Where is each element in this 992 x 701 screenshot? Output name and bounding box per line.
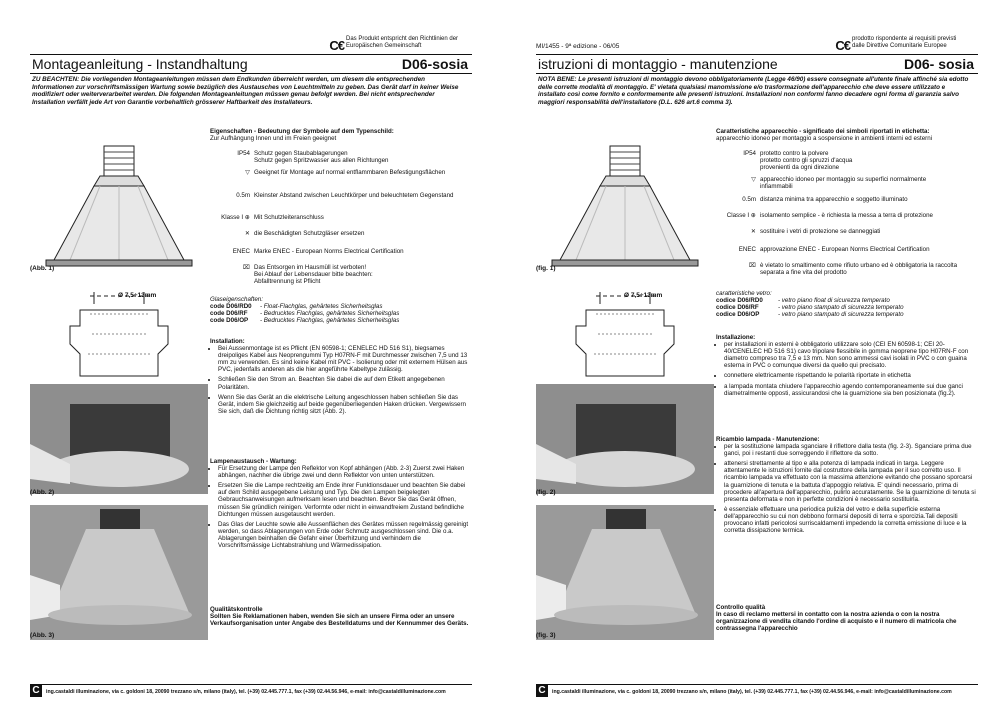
ce-mark-icon: C€	[329, 38, 344, 53]
page-german	[0, 0, 482, 701]
list-item: • Schließen Sie den Strom an. Beachten Sie dabei die auf dem Etikett angegebenen Polaritäten.	[218, 376, 472, 390]
text-column	[210, 128, 472, 678]
ce-mark-icon: C€	[835, 38, 850, 53]
flammable-surface-icon: ▽	[245, 169, 250, 176]
quality-title: Controllo qualità	[716, 604, 766, 611]
symbol-row: ▽ Geeignet für Montage auf normal entflammbaren Befestigungsflächen	[210, 169, 454, 176]
footer-divider	[30, 684, 472, 685]
flammable-surface-icon: ▽	[751, 176, 756, 183]
quality-title: Qualitätskontrolle	[210, 606, 263, 613]
class-i-ground-icon: Classe I ⊕	[726, 212, 756, 219]
glass-specs	[210, 296, 472, 324]
installation-title: Installation:	[210, 338, 245, 345]
symbol-row: ✕ sostituire i vetri di protezione se danneggiati	[716, 228, 960, 235]
enec-icon: ENEC	[232, 248, 250, 255]
title-bar	[30, 54, 472, 74]
quality-text: Sollten Sie Reklamationen haben, wenden Sie sich an unsere Firma oder an unsere Verkaufsorganisation unter Angabe des Bestelldatums und der Kennummer des Geräts.	[210, 613, 469, 628]
glass-row: codice D06/RD0 - vetro piano float di sicurezza temperato	[716, 297, 890, 305]
maintenance-title: Ricambio lampada - Manutenzione:	[716, 436, 820, 443]
figure-label-1: (fig. 1)	[536, 265, 556, 272]
list-item: • connettere elettricamente rispettando le polarità riportate in etichetta	[724, 372, 978, 379]
list-item: • per la sostituzione lampada sganciare il riflettore dalla testa (fig. 2-3). Sganciare prima due ganci, poi i restanti due sorreggendo il riflettore da sotto.	[724, 443, 978, 457]
crossed-bin-icon: ⌧	[748, 262, 756, 269]
installation-section	[210, 338, 472, 418]
installation-title: Installazione:	[716, 334, 756, 341]
figure-label-3: (fig. 3)	[536, 632, 556, 639]
list-item: • Wenn Sie das Gerät an die elektrische Leitung angeschlossen haben schließen Sie das Gerät, indem Sie gleichzeitig auf beide gegenüberliegenden Haken drücken. Vergewissern Sie sich, daß die Dichtung richtig sitzt (Abb. 2).	[218, 394, 472, 415]
list-item: • a lampada montata chiudere l'apparecchio agendo contemporaneamente sui due ganci diametralmente opposti, assicurandosi che la guarnizione sia ben posizionata (fig.2).	[724, 383, 978, 397]
cable-diameter: Ø 7,5÷13mm	[118, 292, 157, 299]
list-item: • Das Glas der Leuchte sowie alle Aussenflächen des Gerätes müssen regelmässig gereinigt werden, so dass Ablagerungen von Erde oder Schmutz ausgeschlossen sind. Die o.a. Ablagerungen beinhalten die Gefahr einer Überhitzung und verhindern die Vorschriftsmässige Lichtabstrahlung und Wärmedissipation.	[218, 521, 472, 549]
symbol-row: ENEC approvazione ENEC - European Norms Electrical Certification	[716, 246, 960, 253]
min-distance-icon: 0.5m	[742, 196, 756, 203]
footer	[30, 687, 472, 699]
symbol-row: ⌧ Das Entsorgen im Hausmüll ist verboten! Bei Ablauf der Lebensdauer bitte beachten: Abfalltrennung ist Pflicht	[210, 264, 454, 285]
list-item: • Für Ersetzung der Lampe den Reflektor von Kopf abhängen (Abb. 2-3) Zuerst zwei Haken abhängen, nachher die übrige zwei und denn Reflektor von unten unterstützen.	[218, 465, 472, 479]
list-item: • è essenziale effettuare una periodica pulizia del vetro e della superficie esterna dell'apparecchio su cui non debbono formarsi depositi di terra e sporcizia.Tali depositi provocano infatti pericolosi surriscaldamenti impedendo la corretta emissione di luce e la corretta dissipazione termica.	[724, 506, 978, 534]
title-bar	[536, 54, 978, 74]
enec-icon: ENEC	[738, 246, 756, 253]
company-logo-icon: C	[30, 685, 42, 697]
figure-label-1: (Abb. 1)	[30, 265, 55, 272]
ip54-icon: IP54	[743, 150, 756, 157]
figure-label-2: (Abb. 2)	[30, 489, 55, 496]
footer-divider	[536, 684, 978, 685]
ip54-icon: IP54	[237, 150, 250, 157]
figure-label-2: (fig. 2)	[536, 489, 556, 496]
lamp-figure-1	[536, 142, 714, 270]
broken-glass-icon: ✕	[750, 228, 756, 235]
quality-section	[210, 606, 472, 627]
symbols-title: Eigenschaften - Bedeutung der Symbole auf dem Typenschild:	[210, 128, 394, 135]
ce-note: prodotto rispondente ai requisiti previsti dalle Direttive Comunitarie Europee	[852, 36, 957, 49]
photo-figure-3	[30, 505, 208, 640]
symbol-row: ⌧ è vietato lo smaltimento come rifiuto urbano ed è obbligatoria la raccolta separata a fine vita del prodotto	[716, 262, 960, 276]
symbol-row: ENEC Marke ENEC - European Norms Electrical Certification	[210, 248, 454, 255]
glass-row: codice D06/OP - vetro piano stampato di sicurezza temperato	[716, 311, 904, 319]
ce-note: Das Produkt entspricht den Richtlinien der Europäischen Gemeinschaft	[346, 36, 459, 49]
min-distance-icon: 0.5m	[236, 192, 250, 199]
footer-address: ing.castaldi illuminazione, via c. goldoni 18, 20090 trezzano s/n, milano (italy), tel. (+39) 02.445.777.1, fax (+39) 02.44.56.946, e-mail: info@castaldilluminazione.com	[552, 689, 952, 695]
header-top	[536, 34, 978, 54]
maintenance-section	[210, 458, 472, 552]
maintenance-title: Lampenaustausch - Wartung:	[210, 458, 297, 465]
symbol-row: Klasse I ⊕ Mit Schutzleiteranschluss	[210, 214, 454, 221]
symbol-row: IP54 Schutz gegen Staubablagerungen Schutz gegen Spritzwasser aus allen Richtungen	[210, 150, 454, 164]
class-i-ground-icon: Klasse I ⊕	[221, 214, 250, 221]
warning-text: ZU BEACHTEN: Die vorliegenden Montageanleitungen müssen dem Endkunden überreicht werden, um diesem die entsprechenden Informationen zur vorschriftsmässigen Wartung sowie bezüglich des Austausches von Leuchtmitteln zu geben. Das Gerät darf in keiner Weise modifiziert oder weiterverarbeitet werden. Die folgenden Montageanleitungen müssen genau befolgt werden. Bei nicht entsprechender Installation verfällt jede Art von Garantie vorbehaltlich grösserer Haftbarkeit des Installateurs.	[32, 76, 459, 106]
symbols-subtitle: Zur Aufhängung Innen und im Freien geeignet	[210, 135, 337, 143]
photo-figure-2	[536, 384, 714, 494]
list-item: • attenersi strettamente al tipo e alla potenza di lampada indicati in targa. Leggere attentamente le istruzioni fornite dal costruttore della lampada per il suo corretto uso. Il ricambio lampada va effettuato con la massima attenzione evitando che possano sporcarsi la guarnizione di tenuta e la battuta d'appoggio relativa. E' quindi necessario, prima di procedere all'apertura dell'apparecchio, pulirlo accuratamente. Se la guarnizione di tenuta si presenta deformata e non in perfette condizioni è necessario sostituirla.	[724, 460, 978, 503]
symbols-title: Caratteristiche apparecchio - significato dei simboli riportati in etichetta:	[716, 128, 930, 135]
symbol-row: 0.5m distanza minima tra apparecchio e soggetto illuminato	[716, 196, 960, 203]
list-item: • per installazioni in esterni è obbligatorio utilizzare solo (CEI EN 60598-1; CEI 20-40/CENELEC HD 516 S1) cavo tripolare flessibile in gomma neoprene tipo H07RN-F con diametro compreso tra 7,5 e 13 mm. Non sono ammessi cavi isolati in PVC o con guaina esterna in PVC o comunque diversi da quello qui precisato.	[724, 341, 978, 369]
cable-diameter: Ø 7,5÷13mm	[624, 292, 663, 299]
broken-glass-icon: ✕	[244, 230, 250, 237]
figure-label-3: (Abb. 3)	[30, 632, 55, 639]
glass-title: Glaseigenschaften:	[210, 296, 263, 303]
symbol-row: ✕ die Beschädigten Schutzgläser ersetzen	[210, 230, 454, 237]
glass-row: code D06/RD0 - Float-Flachglas, gehärtetes Sicherheitsglas	[210, 303, 383, 311]
lamp-figure-1	[30, 142, 208, 270]
footer	[536, 687, 978, 699]
photo-figure-3	[536, 505, 714, 640]
symbol-row: Classe I ⊕ isolamento semplice - è richiesta la messa a terra di protezione	[716, 212, 960, 219]
symbol-row: IP54 protetto contro la polvere protetto contro gli spruzzi d'acqua provenienti da ogni direzione	[716, 150, 960, 171]
quality-section	[716, 604, 978, 632]
product-code: D06-sosia	[401, 56, 468, 72]
header-top	[30, 34, 472, 54]
page-italian	[506, 0, 988, 701]
page-title: Montageanleitung - Instandhaltung	[32, 56, 248, 72]
installation-section	[716, 334, 978, 400]
gland-figure	[30, 290, 208, 382]
symbol-row: ▽ apparecchio idoneo per montaggio su superfici normalmente infiammabili	[716, 176, 960, 190]
glass-row: code D06/RF - Bedrucktes Flachglas, gehärtetes Sicherheitsglas	[210, 310, 400, 318]
footer-address: ing.castaldi illuminazione, via c. goldoni 18, 20090 trezzano s/n, milano (italy), tel. (+39) 02.445.777.1, fax (+39) 02.44.56.946, e-mail: info@castaldilluminazione.com	[46, 689, 446, 695]
glass-specs	[716, 290, 978, 318]
product-code: D06- sosia	[903, 56, 974, 72]
symbol-row: 0.5m Kleinster Abstand zwischen Leuchtkörper und beleuchtetem Gegenstand	[210, 192, 454, 199]
list-item: • Bei Aussenmontage ist es Pflicht (EN 60598-1; CENELEC HD 516 S1), biegsames dreipoliges Kabel aus Neoprengummi Typ H07RN-F mit Durchmesser zwischen 7,5 und 13 mm zu verwenden. Es sind keine Kabel mit PVC - Isolierung oder mit externem Hülsen aus PVC, jedenfalls anderen als die hier angeführte Kabeltype zulässig.	[218, 345, 472, 373]
warning-text: NOTA BENE: Le presenti istruzioni di montaggio devono obbligatoriamente (Legge 46/90) essere consegnate all'utente finale affinché sia edotto delle corrette modalità di montaggio. E' vietata qualsiasi manomissione e/o trasformazione dell'apparecchio che deve essere utilizzato e installato così come fornito e conformemente alle presenti istruzioni. Installazioni non conformi fanno decadere ogni forma di garanzia salvo maggiori responsabilità dell'installatore (D.L. 626 art.6 comma 3).	[538, 76, 969, 106]
maintenance-section	[716, 436, 978, 537]
text-column	[716, 128, 978, 678]
symbols-subtitle: apparecchio idoneo per montaggio a sospensione in ambienti interni ed esterni	[716, 135, 933, 143]
company-logo-icon: C	[536, 685, 548, 697]
glass-title: caratteristiche vetro:	[716, 290, 772, 297]
glass-row: code D06/OP - Bedrucktes Flachglas, gehärtetes Sicherheitsglas	[210, 317, 400, 325]
crossed-bin-icon: ⌧	[242, 264, 250, 271]
quality-text: In caso di reclamo mettersi in contatto con la nostra azienda o con la nostra organizzazione di vendita citando l'ordine di acquisto e il numero di matricola che contrassegna l'apparecchio	[716, 611, 957, 633]
gland-figure	[536, 290, 714, 382]
glass-row: codice D06/RF - vetro piano stampato di sicurezza temperato	[716, 304, 904, 312]
list-item: • Ersetzen Sie die Lampe rechtzeitig am Ende ihrer Funktionsdauer und beachten Sie dabei auf dem Schild ausgegebene Leistung und Typ. Die den Lampen beigelegten Gebrauchsanweisungen aufmerksam lesen und beachten. Bevor Sie das Gerät öffnen, müssen Sie gründlich reinigen. Verformte oder nicht in einwandfreiem Zustand befindliche Dichtungen müssen ausgetauscht werden.	[218, 482, 472, 517]
photo-figure-2	[30, 384, 208, 494]
edition-meta: MI/1455 - 9ª edizione - 06/05	[536, 43, 620, 50]
page-title: istruzioni di montaggio - manutenzione	[538, 56, 778, 72]
